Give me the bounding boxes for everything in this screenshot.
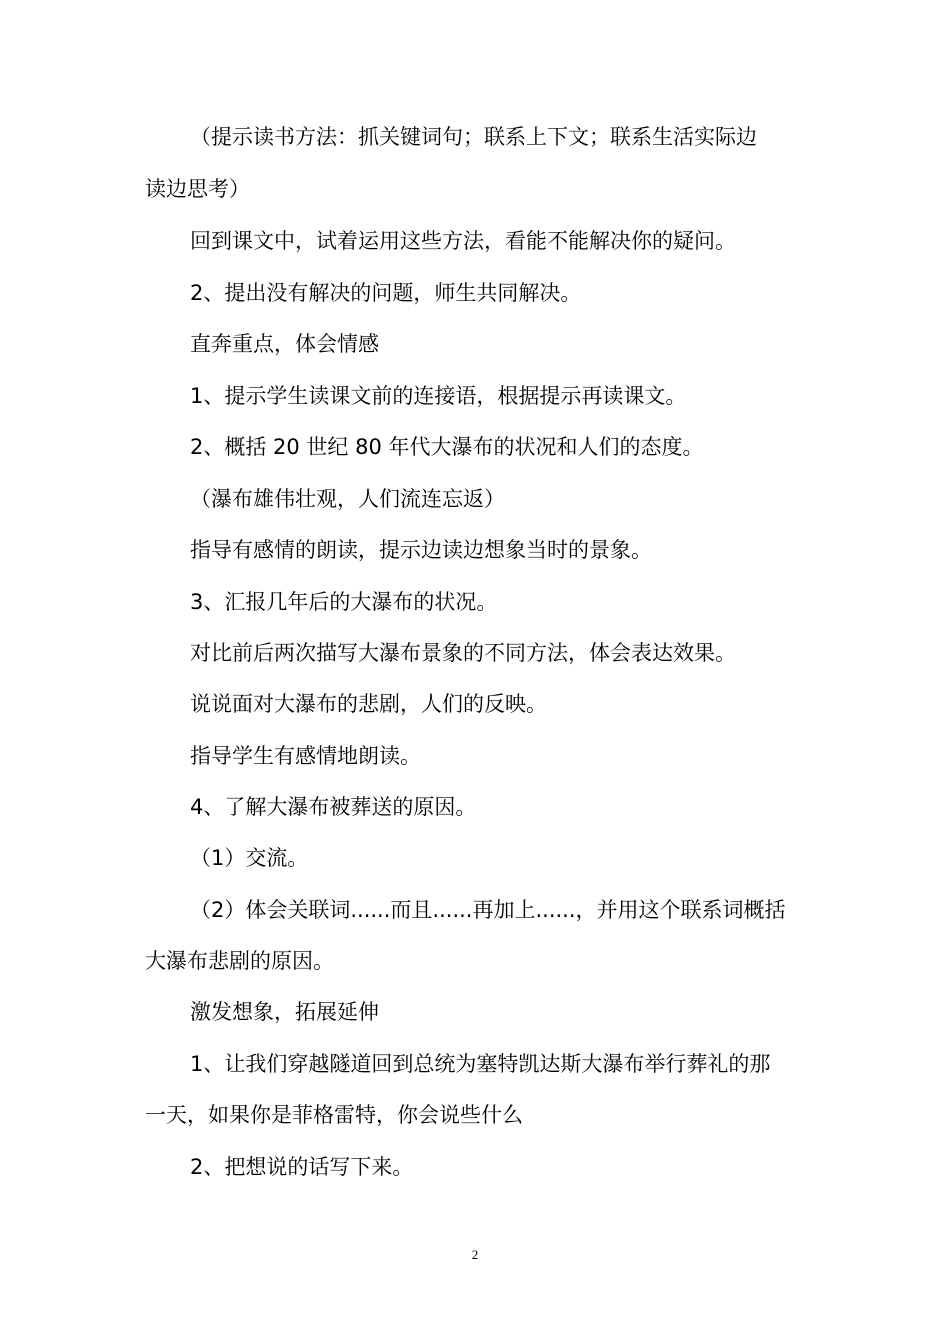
section-heading: 直奔重点，体会情感 <box>190 332 379 356</box>
page-number: 2 <box>471 1247 479 1262</box>
paragraph-line: 指导学生有感情地朗读。 <box>190 744 421 768</box>
paragraph-line: 回到课文中，试着运用这些方法，看能不能解决你的疑问。 <box>190 229 736 253</box>
paragraph-line: 大瀑布悲剧的原因。 <box>145 949 334 973</box>
paragraph-line: 一天，如果你是菲格雷特，你会说些什么 <box>145 1103 523 1127</box>
paragraph-line: （瀑布雄伟壮观，人们流连忘返） <box>190 487 505 511</box>
paragraph-line: （提示读书方法：抓关键词句；联系上下文；联系生活实际边 <box>190 125 757 149</box>
paragraph-line: 2、概括 20 世纪 80 年代大瀑布的状况和人们的态度。 <box>190 435 704 459</box>
paragraph-line: 读边思考） <box>145 177 250 201</box>
paragraph-line: 对比前后两次描写大瀑布景象的不同方法，体会表达效果。 <box>190 641 736 665</box>
paragraph-line: 2、提出没有解决的问题，师生共同解决。 <box>190 281 582 305</box>
paragraph-line: 说说面对大瀑布的悲剧，人们的反映。 <box>190 692 547 716</box>
paragraph-line: 4、了解大瀑布被葬送的原因。 <box>190 795 477 819</box>
paragraph-line: 2、把想说的话写下来。 <box>190 1155 414 1179</box>
paragraph-line: 指导有感情的朗读，提示边读边想象当时的景象。 <box>190 538 652 562</box>
paragraph-line: 3、汇报几年后的大瀑布的状况。 <box>190 590 498 614</box>
paragraph-line: （1）交流。 <box>190 846 309 870</box>
paragraph-line: 1、提示学生读课文前的连接语，根据提示再读课文。 <box>190 384 687 408</box>
paragraph-line: 1、让我们穿越隧道回到总统为塞特凯达斯大瀑布举行葬礼的那 <box>190 1052 771 1076</box>
section-heading: 激发想象，拓展延伸 <box>190 1000 379 1024</box>
paragraph-line: （2）体会关联词......而且......再加上......，并用这个联系词概括 <box>190 898 786 922</box>
